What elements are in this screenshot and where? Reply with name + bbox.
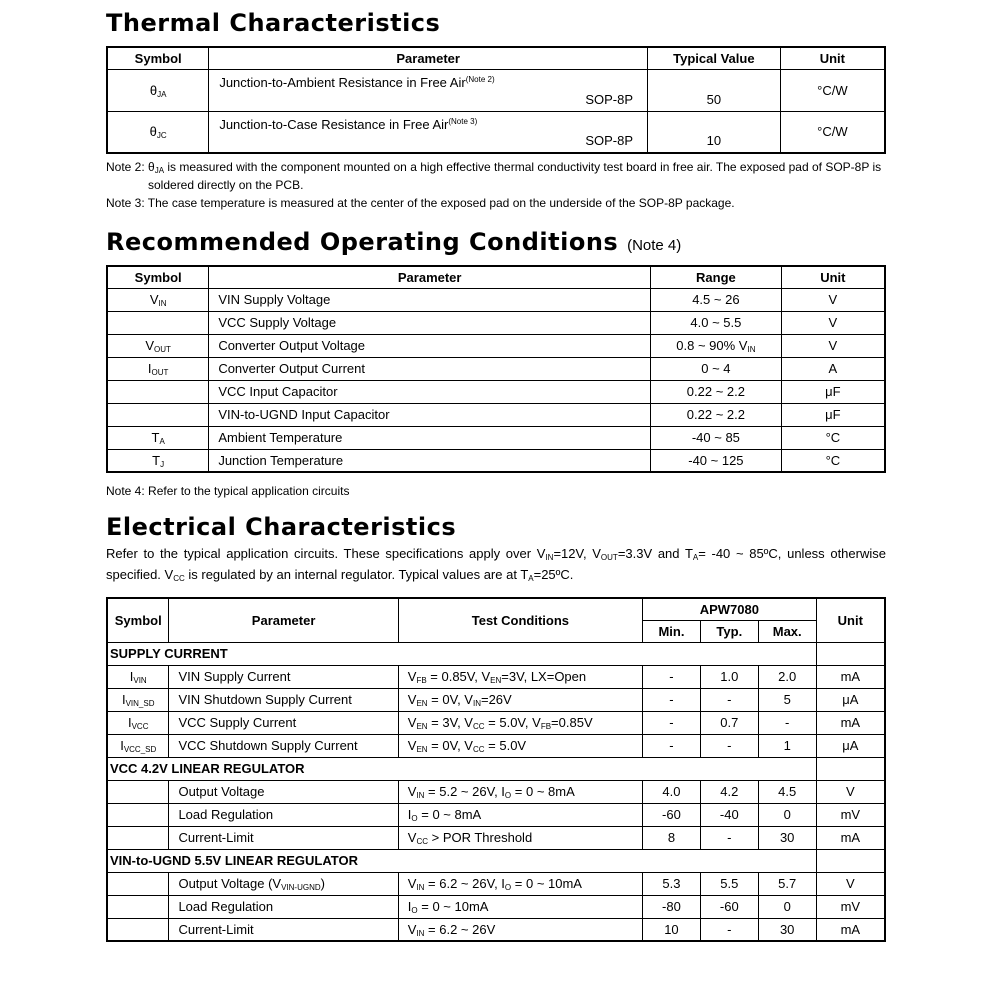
min-cell: - — [643, 711, 701, 734]
th-symbol: Symbol — [107, 598, 169, 642]
table-row — [107, 403, 885, 426]
ec-title: Electrical Characteristics — [106, 513, 457, 541]
section-title: VIN-to-UGND 5.5V LINEAR REGULATOR — [107, 849, 816, 872]
symbol-cell — [107, 895, 169, 918]
section-title: SUPPLY CURRENT — [107, 642, 816, 665]
unit-cell: μA — [816, 734, 885, 757]
unit-cell: mV — [816, 803, 885, 826]
min-cell: 10 — [643, 918, 701, 941]
parameter-cell: VIN Supply Current — [169, 665, 398, 688]
symbol-cell — [107, 826, 169, 849]
test-cell: $I_O = 0$ ~ 8mA — [398, 803, 642, 826]
unit-cell: °C — [781, 449, 885, 472]
unit-cell: V — [781, 288, 885, 311]
unit-cell: V — [781, 334, 885, 357]
unit-cell: μF — [781, 403, 885, 426]
min-cell: 5.3 — [643, 872, 701, 895]
section-unit-spacer — [816, 757, 885, 780]
parameter-cell: Converter Output Voltage — [209, 334, 651, 357]
typ-cell: - — [700, 688, 758, 711]
max-cell: - — [758, 711, 816, 734]
test-cell: $V_{EN} = 0V$, $V_{IN}=26V$ — [398, 688, 642, 711]
range-cell: 0.22 ~ 2.2 — [651, 403, 782, 426]
unit-cell: mA — [816, 826, 885, 849]
table-row — [107, 449, 885, 472]
symbol-cell — [107, 311, 209, 334]
ec-table — [106, 597, 886, 942]
symbol-cell — [107, 918, 169, 941]
section-unit-spacer — [816, 849, 885, 872]
typ-cell: - — [700, 918, 758, 941]
symbol-cell: $V_{IN}$ — [107, 288, 209, 311]
thermal-notes — [106, 158, 886, 212]
parameter-cell: VCC Supply Current — [169, 711, 398, 734]
value-cell: 50 — [648, 69, 781, 111]
table-row — [107, 665, 885, 688]
parameter-cell: VIN Supply Voltage — [209, 288, 651, 311]
unit-cell: °C/W — [780, 69, 885, 111]
th-test: Test Conditions — [398, 598, 642, 642]
thermal-title: Thermal Characteristics — [106, 9, 441, 37]
typ-cell: 4.2 — [700, 780, 758, 803]
note-3: Note 3: The case temperature is measured at the center of the exposed pad on the underside of the SOP-8P package. — [106, 196, 735, 210]
unit-cell: V — [816, 780, 885, 803]
unit-cell: μA — [816, 688, 885, 711]
test-cell: $V_{EN} = 3V$, $V_{CC} = 5.0V$, $V_{FB}=0.85V$ — [398, 711, 642, 734]
range-cell: 0 ~ 4 — [651, 357, 782, 380]
unit-cell: V — [816, 872, 885, 895]
note-2-cont: soldered directly on the PCB. — [148, 178, 304, 192]
roc-title: Recommended Operating Conditions (Note 4) — [106, 228, 682, 256]
parameter-cell: VIN-to-UGND Input Capacitor — [209, 403, 651, 426]
typ-cell: 5.5 — [700, 872, 758, 895]
min-cell: -60 — [643, 803, 701, 826]
parameter-cell: Junction-to-Ambient Resistance in Free Air$^{(Note 2)}$ SOP-8P — [209, 69, 648, 111]
symbol-cell: $T_A$ — [107, 426, 209, 449]
range-cell: -40 ~ 85 — [651, 426, 782, 449]
symbol-cell: $I_{OUT}$ — [107, 357, 209, 380]
note-2: Note 2: $\theta_{JA}$ is measured with the component mounted on a high effective thermal conductivity test board in free air. The exposed pad of SOP-8P is — [106, 160, 882, 175]
max-cell: 4.5 — [758, 780, 816, 803]
th-typ: Typ. — [700, 620, 758, 642]
unit-cell: V — [781, 311, 885, 334]
table-row — [107, 426, 885, 449]
section-row — [107, 757, 885, 780]
parameter-cell: VIN Shutdown Supply Current — [169, 688, 398, 711]
symbol-cell: $V_{OUT}$ — [107, 334, 209, 357]
parameter-cell: Output Voltage — [169, 780, 398, 803]
typ-cell: 0.7 — [700, 711, 758, 734]
section-row — [107, 849, 885, 872]
max-cell: 0 — [758, 803, 816, 826]
section-row — [107, 642, 885, 665]
th-symbol: Symbol — [107, 266, 209, 288]
th-part: APW7080 — [643, 598, 817, 620]
max-cell: 5.7 — [758, 872, 816, 895]
table-row — [107, 918, 885, 941]
test-cell: $V_{IN} = 5.2$ ~ 26V, $I_O = 0$ ~ 8mA — [398, 780, 642, 803]
test-cell: $V_{CC}$ > POR Threshold — [398, 826, 642, 849]
symbol-cell: $I_{VCC\_SD}$ — [107, 734, 169, 757]
range-cell: 4.5 ~ 26 — [651, 288, 782, 311]
parameter-cell: Junction-to-Case Resistance in Free Air$^{(Note 3)}$ SOP-8P — [209, 111, 648, 153]
symbol-cell: $\theta_{JA}$ — [107, 69, 209, 111]
symbol-cell: $I_{VCC}$ — [107, 711, 169, 734]
table-row — [107, 288, 885, 311]
unit-cell: °C — [781, 426, 885, 449]
table-row — [107, 734, 885, 757]
typ-cell: -40 — [700, 803, 758, 826]
min-cell: -80 — [643, 895, 701, 918]
symbol-cell: $I_{VIN\_SD}$ — [107, 688, 169, 711]
th-parameter: Parameter — [169, 598, 398, 642]
max-cell: 30 — [758, 918, 816, 941]
parameter-cell: VCC Input Capacitor — [209, 380, 651, 403]
table-row — [107, 111, 885, 153]
unit-cell: mA — [816, 711, 885, 734]
th-typical: Typical Value — [648, 47, 781, 69]
parameter-cell: Converter Output Current — [209, 357, 651, 380]
thermal-table — [106, 46, 886, 154]
th-parameter: Parameter — [209, 266, 651, 288]
table-row — [107, 357, 885, 380]
table-row — [107, 826, 885, 849]
th-range: Range — [651, 266, 782, 288]
th-unit: Unit — [781, 266, 885, 288]
section-unit-spacer — [816, 642, 885, 665]
symbol-cell — [107, 872, 169, 895]
symbol-cell — [107, 803, 169, 826]
test-cell: $V_{EN} = 0V$, $V_{CC} = 5.0V$ — [398, 734, 642, 757]
table-row — [107, 872, 885, 895]
ec-intro: Refer to the typical application circuits. These specifications apply over $V_{IN}=12V$, $V_{OUT}=3.3V$ and $T_A= -40$ ~ 85ºC, unless otherwise specified. $V_{CC}$ is regulated by an internal regulator. Typical values are at $T_A=25ºC$. — [106, 546, 886, 583]
parameter-cell: Ambient Temperature — [209, 426, 651, 449]
test-cell: $V_{FB} = 0.85V$, $V_{EN}=3V$, LX=Open — [398, 665, 642, 688]
th-unit: Unit — [780, 47, 885, 69]
th-min: Min. — [643, 620, 701, 642]
test-cell: $I_O = 0$ ~ 10mA — [398, 895, 642, 918]
parameter-cell: Current-Limit — [169, 918, 398, 941]
unit-cell: μF — [781, 380, 885, 403]
symbol-cell: $\theta_{JC}$ — [107, 111, 209, 153]
parameter-cell: Load Regulation — [169, 895, 398, 918]
symbol-cell — [107, 380, 209, 403]
table-row — [107, 895, 885, 918]
unit-cell: °C/W — [780, 111, 885, 153]
typ-cell: 1.0 — [700, 665, 758, 688]
symbol-cell: $I_{VIN}$ — [107, 665, 169, 688]
table-row — [107, 688, 885, 711]
test-cell: $V_{IN} = 6.2$ ~ 26V, $I_O = 0$ ~ 10mA — [398, 872, 642, 895]
symbol-cell — [107, 780, 169, 803]
th-max: Max. — [758, 620, 816, 642]
min-cell: 4.0 — [643, 780, 701, 803]
roc-table — [106, 265, 886, 473]
typ-cell: - — [700, 826, 758, 849]
range-cell: 0.8 ~ 90% $V_{IN}$ — [651, 334, 782, 357]
note-4: Note 4: Refer to the typical application circuits — [106, 484, 350, 498]
parameter-cell: VCC Supply Voltage — [209, 311, 651, 334]
th-symbol: Symbol — [107, 47, 209, 69]
min-cell: - — [643, 688, 701, 711]
parameter-cell: Junction Temperature — [209, 449, 651, 472]
table-row — [107, 311, 885, 334]
table-row — [107, 380, 885, 403]
max-cell: 2.0 — [758, 665, 816, 688]
th-parameter: Parameter — [209, 47, 648, 69]
parameter-cell: Load Regulation — [169, 803, 398, 826]
min-cell: - — [643, 734, 701, 757]
max-cell: 1 — [758, 734, 816, 757]
max-cell: 30 — [758, 826, 816, 849]
typ-cell: -60 — [700, 895, 758, 918]
range-cell: -40 ~ 125 — [651, 449, 782, 472]
symbol-cell: $T_J$ — [107, 449, 209, 472]
min-cell: 8 — [643, 826, 701, 849]
unit-cell: A — [781, 357, 885, 380]
table-row — [107, 711, 885, 734]
symbol-cell — [107, 403, 209, 426]
parameter-cell: Current-Limit — [169, 826, 398, 849]
section-title: VCC 4.2V LINEAR REGULATOR — [107, 757, 816, 780]
parameter-cell: VCC Shutdown Supply Current — [169, 734, 398, 757]
test-cell: $V_{IN} = 6.2$ ~ 26V — [398, 918, 642, 941]
max-cell: 0 — [758, 895, 816, 918]
value-cell: 10 — [648, 111, 781, 153]
typ-cell: - — [700, 734, 758, 757]
max-cell: 5 — [758, 688, 816, 711]
table-row — [107, 780, 885, 803]
unit-cell: mV — [816, 895, 885, 918]
range-cell: 4.0 ~ 5.5 — [651, 311, 782, 334]
min-cell: - — [643, 665, 701, 688]
range-cell: 0.22 ~ 2.2 — [651, 380, 782, 403]
table-row — [107, 803, 885, 826]
table-row — [107, 69, 885, 111]
unit-cell: mA — [816, 918, 885, 941]
parameter-cell: Output Voltage $(V_{VIN-UGND})$ — [169, 872, 398, 895]
unit-cell: mA — [816, 665, 885, 688]
th-unit: Unit — [816, 598, 885, 642]
table-row — [107, 334, 885, 357]
